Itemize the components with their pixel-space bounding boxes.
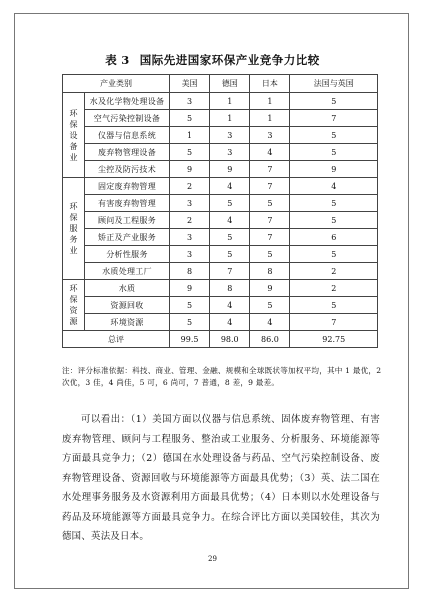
score-cell: 1 [210, 93, 250, 110]
item-name-cell: 仪器与信息系统 [85, 127, 170, 144]
score-cell: 7 [290, 110, 378, 127]
item-name-cell: 分析性服务 [85, 246, 170, 263]
score-cell: 3 [170, 246, 210, 263]
score-cell: 8 [170, 263, 210, 280]
table-note: 注：评分标准依据：科技、商业、管理、金融、规模和全球既状等加权平均，其中 1 最优，2 次优，3 佳，4 尚佳，5 可，6 尚可，7 普通，8 差，9 最差。 [62, 366, 382, 387]
score-cell: 3 [250, 127, 290, 144]
score-cell: 8 [250, 263, 290, 280]
score-cell: 9 [210, 161, 250, 178]
table-row [63, 178, 378, 195]
score-cell: 5 [290, 297, 378, 314]
score-cell: 5 [210, 246, 250, 263]
comparison-table [62, 74, 378, 348]
table-row [63, 280, 378, 297]
table-row [63, 212, 378, 229]
score-cell: 5 [170, 144, 210, 161]
table-row [63, 246, 378, 263]
total-score-cell: 86.0 [250, 331, 290, 348]
score-cell: 5 [290, 144, 378, 161]
score-cell: 9 [170, 161, 210, 178]
table-title-prefix: 表 [105, 53, 118, 67]
score-cell: 5 [210, 195, 250, 212]
item-name-cell: 固定废弃物管理 [85, 178, 170, 195]
item-name-cell: 尘控及防污技术 [85, 161, 170, 178]
header-france-uk: 法国与英国 [290, 75, 378, 93]
total-score-cell: 98.0 [210, 331, 250, 348]
score-cell: 1 [210, 110, 250, 127]
score-cell: 3 [210, 144, 250, 161]
score-cell: 9 [170, 280, 210, 297]
table-row [63, 127, 378, 144]
score-cell: 7 [250, 178, 290, 195]
score-cell: 5 [170, 297, 210, 314]
score-cell: 2 [290, 280, 378, 297]
table-row [63, 161, 378, 178]
table-row [63, 195, 378, 212]
total-score-cell: 92.75 [290, 331, 378, 348]
score-cell: 7 [250, 229, 290, 246]
item-name-cell: 有害废弃物管理 [85, 195, 170, 212]
score-cell: 9 [290, 161, 378, 178]
total-score-cell: 99.5 [170, 331, 210, 348]
score-cell: 4 [210, 314, 250, 331]
score-cell: 5 [290, 93, 378, 110]
score-cell: 5 [250, 297, 290, 314]
score-cell: 2 [290, 263, 378, 280]
table-title-number: 3 [121, 53, 130, 67]
body-paragraph: 可以看出：（1）美国方面以仪器与信息系统、固体废弃物管理、有害废弃物管理、顾问与工程服务、整治或工业服务、分析服务、环境能源等方面最具竞争力；（2）德国在水处理设备与药品、空气污染控制设备、废弃物管理设备、资源回收与环境能源等方面最具优势；（3）英、法二国在水处理事务服务及水资源利用方面最具优势；（4）日本则以水处理设备与药品及环境能源等方面最具竞争力。在综合评比方面以美国较佳，其次为德国、英法及日本。 [62, 414, 380, 542]
score-cell: 1 [250, 93, 290, 110]
score-cell: 5 [290, 127, 378, 144]
item-name-cell: 水及化学物处理设备 [85, 93, 170, 110]
score-cell: 5 [170, 314, 210, 331]
table-row [63, 263, 378, 280]
table-row [63, 93, 378, 110]
score-cell: 4 [210, 297, 250, 314]
header-japan: 日本 [250, 75, 290, 93]
score-cell: 3 [170, 195, 210, 212]
score-cell: 7 [250, 212, 290, 229]
score-cell: 2 [170, 178, 210, 195]
score-cell: 7 [210, 263, 250, 280]
score-cell: 3 [170, 93, 210, 110]
category-cell: 环 保 设 备 业 [63, 93, 85, 178]
score-cell: 4 [210, 212, 250, 229]
score-cell: 5 [290, 246, 378, 263]
score-cell: 7 [250, 161, 290, 178]
table-row [63, 229, 378, 246]
score-cell: 3 [210, 127, 250, 144]
score-cell: 1 [170, 127, 210, 144]
table-header-row [63, 75, 378, 93]
header-germany: 德国 [210, 75, 250, 93]
item-name-cell: 水质 [85, 280, 170, 297]
item-name-cell: 废弃物管理设备 [85, 144, 170, 161]
score-cell: 9 [250, 280, 290, 297]
table-row [63, 297, 378, 314]
item-name-cell: 水质处理工厂 [85, 263, 170, 280]
page-number: 29 [208, 555, 217, 563]
score-cell: 5 [290, 195, 378, 212]
table-title [0, 52, 425, 68]
table-body [63, 93, 378, 348]
item-name-cell: 空气污染控制设备 [85, 110, 170, 127]
score-cell: 3 [170, 229, 210, 246]
total-label: 总评 [63, 331, 170, 348]
score-cell: 4 [290, 178, 378, 195]
score-cell: 5 [250, 195, 290, 212]
item-name-cell: 环境资源 [85, 314, 170, 331]
total-row [63, 331, 378, 348]
item-name-cell: 顾问及工程服务 [85, 212, 170, 229]
score-cell: 4 [210, 178, 250, 195]
header-category: 产业类别 [63, 75, 170, 93]
table-title-text: 国际先进国家环保产业竞争力比较 [139, 53, 320, 67]
score-cell: 4 [250, 314, 290, 331]
item-name-cell: 资源回收 [85, 297, 170, 314]
score-cell: 4 [250, 144, 290, 161]
score-cell: 1 [250, 110, 290, 127]
table-row [63, 314, 378, 331]
score-cell: 5 [210, 229, 250, 246]
score-cell: 8 [210, 280, 250, 297]
header-usa: 美国 [170, 75, 210, 93]
score-cell: 7 [290, 314, 378, 331]
score-cell: 6 [290, 229, 378, 246]
category-cell: 环 保 资 源 [63, 280, 85, 331]
score-cell: 5 [290, 212, 378, 229]
score-cell: 5 [250, 246, 290, 263]
category-cell: 环 保 服 务 业 [63, 178, 85, 280]
score-cell: 2 [170, 212, 210, 229]
item-name-cell: 矫正及产业服务 [85, 229, 170, 246]
score-cell: 5 [170, 110, 210, 127]
table-row [63, 144, 378, 161]
table-row [63, 110, 378, 127]
